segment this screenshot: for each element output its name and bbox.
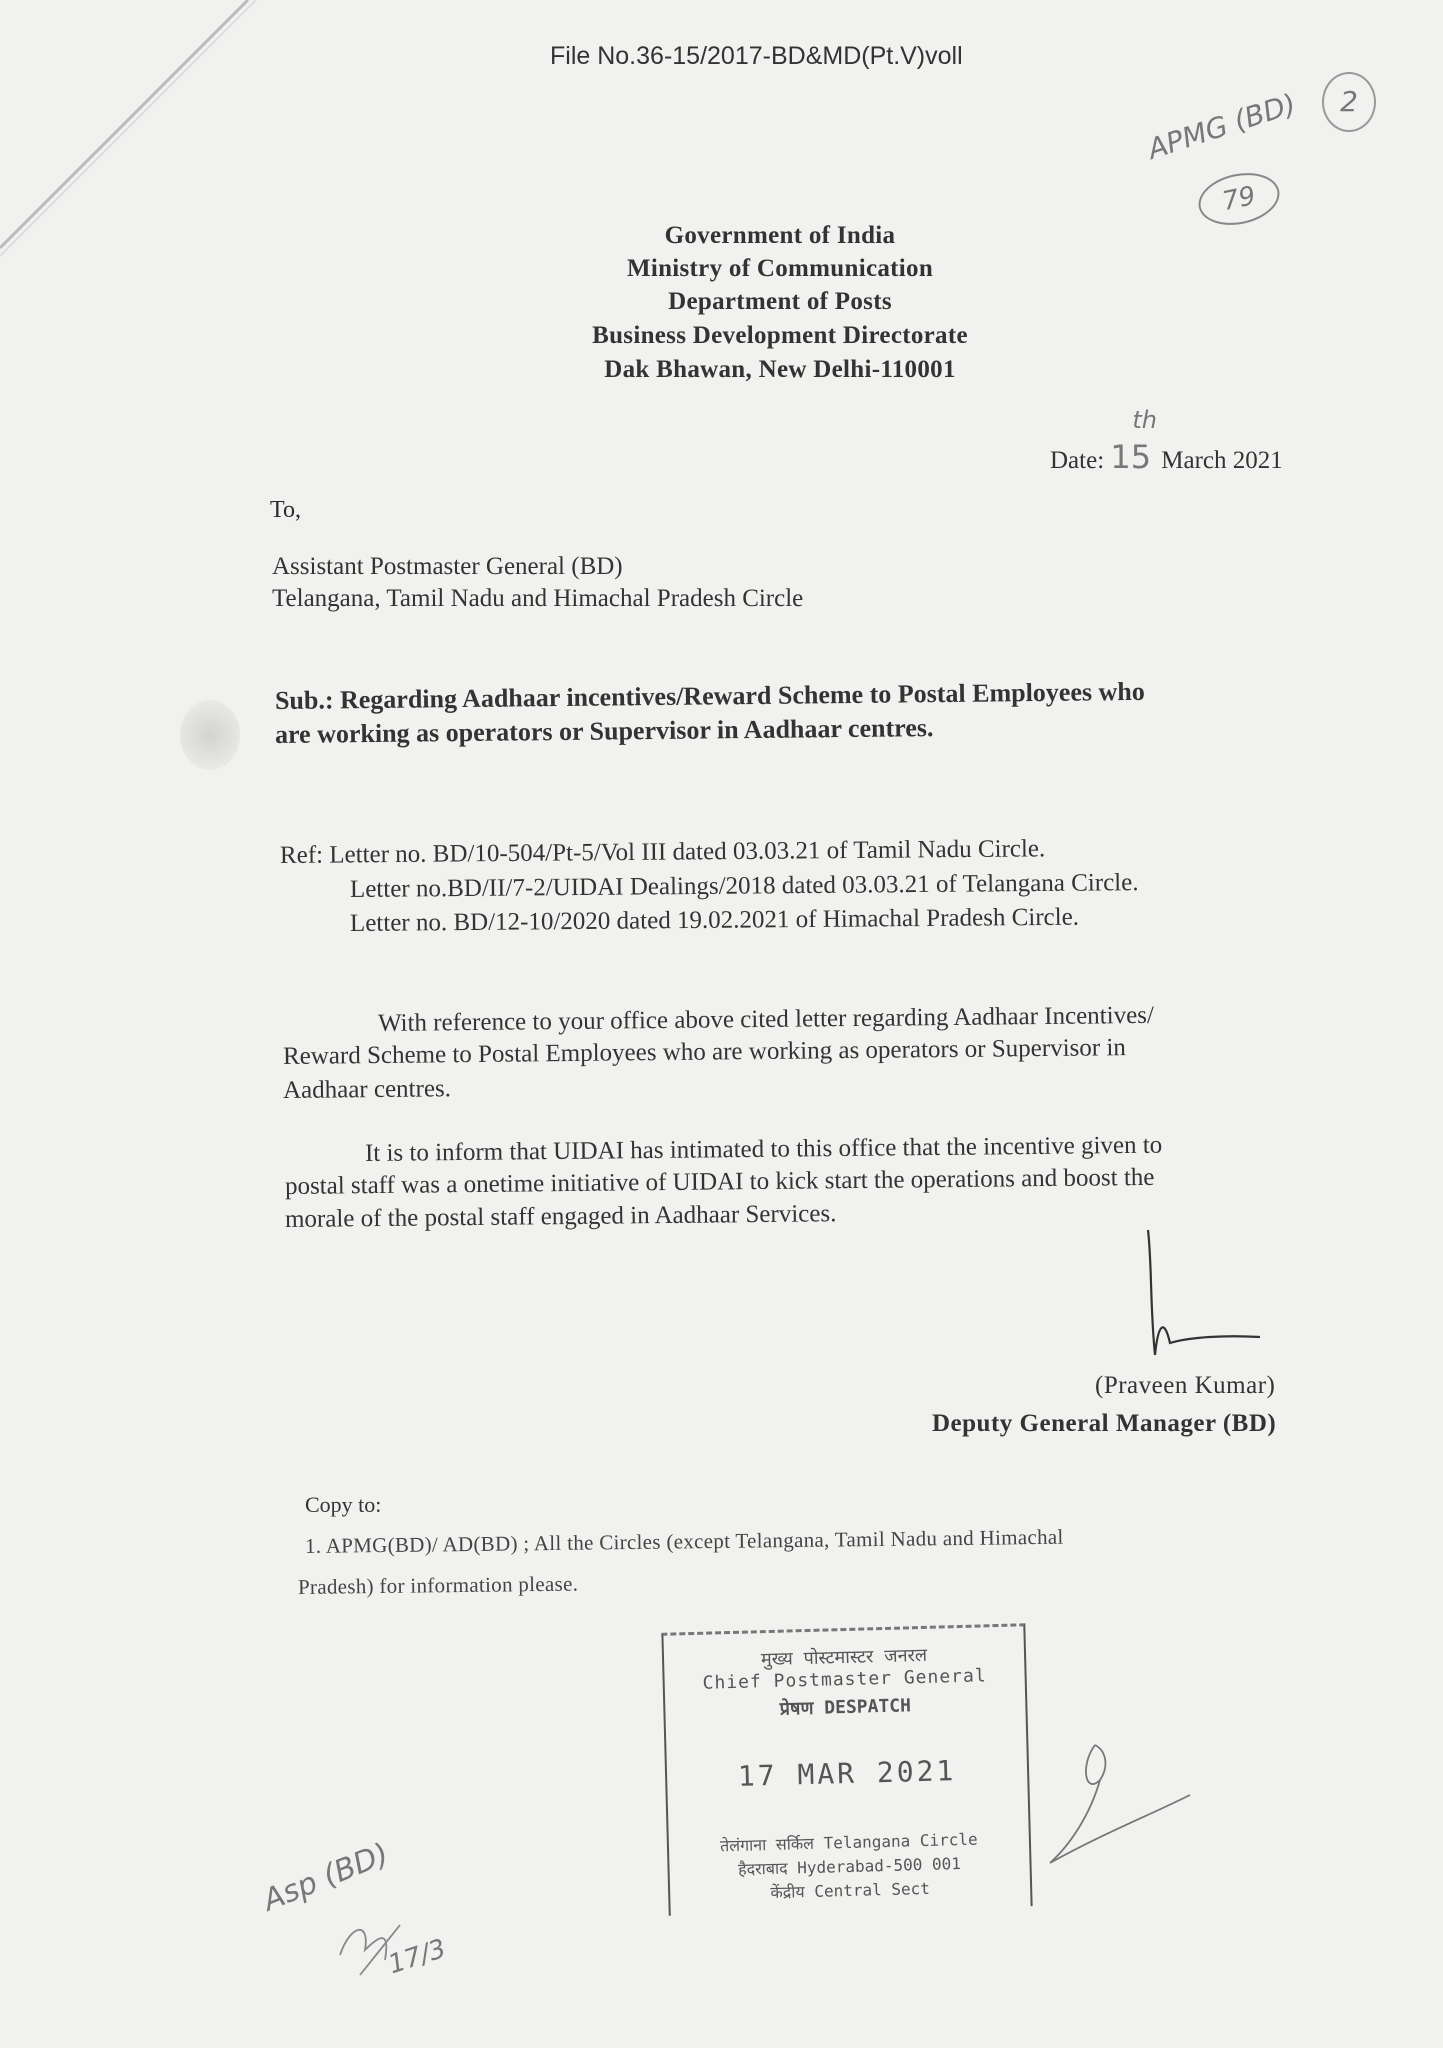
signature-mark (1130, 1225, 1270, 1360)
handwritten-asp-note: Asp (BD) (258, 1836, 394, 1919)
handwritten-folio-number: 79 (1194, 166, 1285, 232)
signatory-designation: Deputy General Manager (BD) (932, 1410, 1277, 1437)
header-line-directorate: Business Development Directorate (592, 322, 968, 349)
scan-smudge (180, 700, 240, 770)
fold-corner-mark (0, 0, 260, 260)
letter-date (1050, 406, 1283, 476)
date-label: Date: (1050, 447, 1105, 474)
signatory-name: (Praveen Kumar) (1095, 1372, 1276, 1399)
stamp-line-hindi: मुख्य पोस्टमास्टर जनरल (760, 1644, 928, 1671)
header-line-address: Dak Bhawan, New Delhi-110001 (604, 356, 956, 383)
date-day-handwritten: 15 th (1110, 406, 1158, 476)
copy-item-1-cont: Pradesh) for information please. (297, 1571, 579, 1599)
addressee-line-1: Assistant Postmaster General (BD) (272, 553, 623, 580)
stamp-date: 17 MAR 2021 (737, 1754, 957, 1793)
stamp-line-hyderabad: हैदराबाद Hyderabad-500 001 (737, 1854, 962, 1879)
copy-to-label: Copy to: (305, 1492, 382, 1517)
header-line-department: Department of Posts (668, 288, 892, 315)
handwritten-date-note: 17/3 (384, 1933, 450, 1981)
paragraph1-line-2: Reward Scheme to Postal Employees who are working as operators or Supervisor in (282, 1034, 1126, 1070)
handwritten-circled-number: 2 (1322, 72, 1376, 132)
subject-line-2: are working as operators or Supervisor in Aadhaar centres. (274, 713, 934, 749)
date-suffix-handwritten: th (1132, 406, 1158, 434)
reference-line-1: Ref: Letter no. BD/10-504/Pt-5/Vol III dated 03.03.21 of Tamil Nadu Circle. (279, 835, 1046, 869)
reference-line-3: Letter no. BD/12-10/2020 dated 19.02.2021 of Himachal Pradesh Circle. (349, 903, 1080, 937)
addressee-line-2: Telangana, Tamil Nadu and Himachal Pradesh Circle (272, 585, 804, 612)
paragraph2-line-1: It is to inform that UIDAI has intimated to this office that the incentive given to (364, 1131, 1163, 1167)
stamp-line-central: केंद्रीय Central Sect (770, 1878, 931, 1903)
file-number: File No.36-15/2017-BD&MD(Pt.V)voll (550, 42, 963, 70)
handwritten-initials (1040, 1735, 1200, 1875)
despatch-stamp (661, 1623, 1032, 1915)
paragraph1-line-3: Aadhaar centres. (282, 1075, 452, 1104)
paragraph1-line-1: With reference to your office above cited letter regarding Aadhaar Incentives/ (377, 1001, 1155, 1037)
stamp-line-cpmg: Chief Postmaster General (702, 1665, 987, 1694)
copy-item-1: 1. APMG(BD)/ AD(BD) ; All the Circles (except Telangana, Tamil Nadu and Himachal (304, 1524, 1064, 1558)
reference-line-2: Letter no.BD/II/7-2/UIDAI Dealings/2018 dated 03.03.21 of Telangana Circle. (349, 869, 1139, 903)
paragraph2-line-2: postal staff was a onetime initiative of UIDAI to kick start the operations and boost the (284, 1163, 1155, 1200)
stamp-line-despatch: प्रेषण DESPATCH (779, 1695, 912, 1720)
paragraph2-line-3: morale of the postal staff engaged in Aadhaar Services. (284, 1200, 837, 1233)
handwritten-apmg-note: APMG (BD) (1143, 87, 1300, 166)
subject-line-1: Sub.: Regarding Aadhaar incentives/Reward Scheme to Postal Employees who (274, 676, 1145, 715)
salutation-to: To, (270, 497, 301, 523)
header-line-govt: Government of India (664, 222, 896, 249)
header-line-ministry: Ministry of Communication (626, 255, 934, 282)
date-rest: March 2021 (1161, 447, 1283, 474)
stamp-line-circle: तेलंगाना सर्किल Telangana Circle (719, 1829, 978, 1856)
